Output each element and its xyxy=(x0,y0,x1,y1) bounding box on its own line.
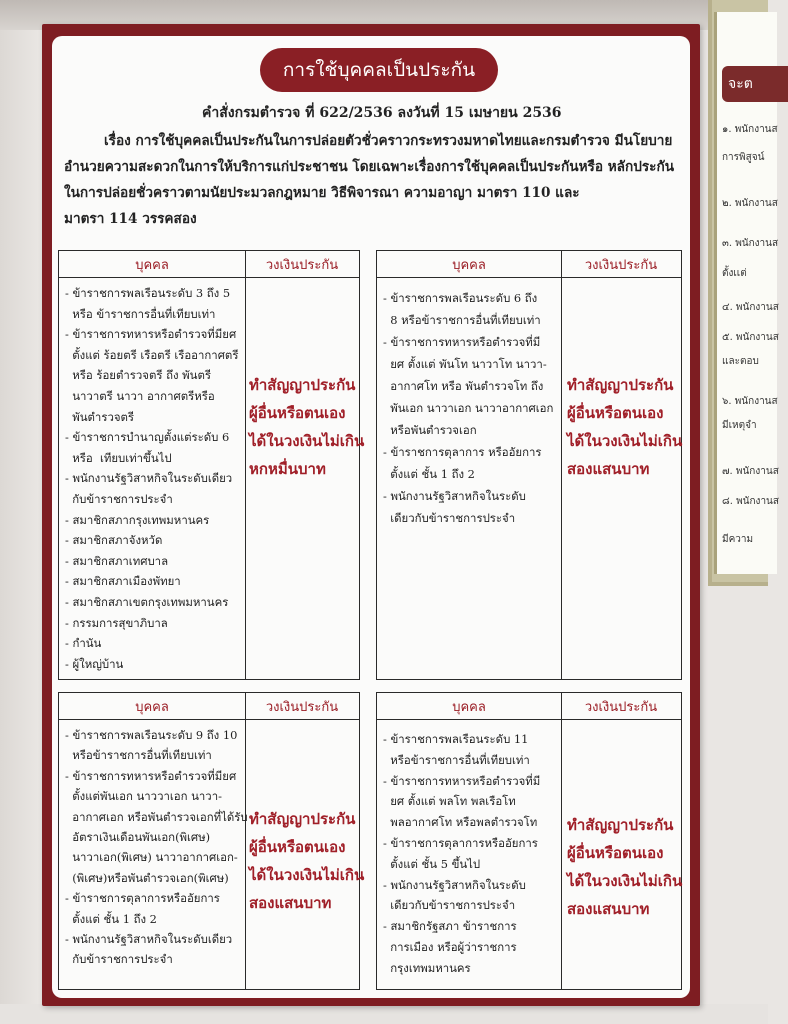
bail-amount: ทำสัญญาประกัน ผู้อื่นหรือตนเอง ได้ในวงเงินไม่เกิน หกหมื่นบาท xyxy=(249,376,365,478)
column-divider xyxy=(245,251,246,679)
list-item: ตั้งแต่ ร้อยตรี เรือตรี เรืออากาศตรี xyxy=(65,347,239,362)
list-item: - พนักงานรัฐวิสาหกิจในระดับเดียว xyxy=(65,471,233,486)
side-sign xyxy=(708,0,779,586)
list-item: - ข้าราชการทหารหรือตำรวจที่มียศ xyxy=(65,768,237,783)
bail-table-4 xyxy=(376,692,682,990)
person-list xyxy=(383,729,540,979)
list-item: พลอากาศโท หรือพลตำรวจโท xyxy=(383,815,538,830)
list-item: เดียวกับข้าราชการประจำ xyxy=(383,898,516,913)
poster-title: การใช้บุคคลเป็นประกัน xyxy=(260,48,498,92)
side-sign-line: การพิสูจน์ xyxy=(722,152,765,163)
list-item: เดียวกับข้าราชการประจำ xyxy=(383,511,516,525)
list-item: ยศ ตั้งแต่ พลโท พลเรือโท xyxy=(383,794,516,809)
person-list xyxy=(383,287,553,529)
person-list xyxy=(65,283,238,674)
bail-notice-poster xyxy=(42,24,700,1006)
list-item: ตั้งแต่พันเอก นาววาเอก นาวา- xyxy=(65,789,222,804)
side-sign-line: มีเหตุจำ xyxy=(722,420,757,431)
list-item: - ข้าราชการพลเรือนระดับ 11 xyxy=(383,732,529,746)
list-item: - กรรมการสุขาภิบาล xyxy=(65,615,168,630)
bail-table-3 xyxy=(58,692,365,990)
list-item: ตั้งแต่ ชั้น 1 ถึง 2 xyxy=(65,911,157,926)
side-sign-line: ๑. พนักงานส xyxy=(722,124,778,135)
side-sign-line: ตั้งเเต่ xyxy=(722,268,747,279)
list-item: - ข้าราชการตุลาการ หรืออัยการ xyxy=(383,445,542,459)
list-item: - พนักงานรัฐวิสาหกิจในระดับ xyxy=(383,489,526,503)
column-amount-header: วงเงินประกัน xyxy=(265,699,339,715)
order-reference: คำสั่งกรมตำรวจ ที่ 622/2536 ลงวันที่ 15 เมษายน 2536 xyxy=(202,105,562,121)
list-item: - ข้าราชการพลเรือนระดับ 6 ถึง xyxy=(383,291,538,305)
side-sign-frame xyxy=(708,0,768,586)
list-item: (พิเศษ)หรือพันตำรวจเอก(พิเศษ) xyxy=(65,870,229,885)
side-sign-line: ๔. พนักงานส xyxy=(722,302,779,313)
side-sign-heading: จะต xyxy=(722,66,788,102)
column-divider xyxy=(561,251,562,679)
list-item: หรือ ร้อยตำรวจตรี ถึง พันตรี xyxy=(65,368,211,383)
column-person-header: บุคคล xyxy=(452,699,486,715)
list-item: - สมาชิกสภาเทศบาล xyxy=(65,553,169,568)
column-person-header: บุคคล xyxy=(452,257,486,273)
side-sign-line: ๖. พนักงานส xyxy=(722,396,778,407)
list-item: - ข้าราชการทหารหรือตำรวจที่มี xyxy=(383,773,541,788)
side-sign-line: ๓. พนักงานส xyxy=(722,238,779,249)
bail-amount: ทำสัญญาประกัน ผู้อื่นหรือตนเอง ได้ในวงเงินไม่เกิน สองแสนบาท xyxy=(249,810,365,912)
list-item: - พนักงานรัฐวิสาหกิจในระดับเดียว xyxy=(65,932,233,947)
bail-table-2 xyxy=(376,250,682,680)
list-item: อากาศเอก หรือพันตำรวจเอกที่ได้รับ xyxy=(65,809,248,824)
description-line: ในการปล่อยชั่วคราวตามนัยประมวลกฎหมาย วิธีพิจารณา ความอาญา มาตรา 110 และ xyxy=(64,185,580,201)
list-item: อากาศโท หรือ พันตำรวจโท ถึง xyxy=(383,379,544,393)
side-sign-line: ๘. พนักงานส xyxy=(722,496,779,507)
person-list xyxy=(65,725,248,970)
list-item: - สมาชิกสภากรุงเทพมหานคร xyxy=(65,512,210,527)
list-item: - ข้าราชการตุลาการหรืออัยการ xyxy=(383,835,538,850)
description-line: อำนวยความสะดวกในการให้บริการแก่ประชาชน โดยเฉพาะเรื่องการใช้บุคคลเป็นประกันหรือ หลักประกัน xyxy=(64,159,674,175)
list-item: กับข้าราชการประจำ xyxy=(65,952,173,967)
column-person-header: บุคคล xyxy=(135,257,169,273)
list-item: - ข้าราชการตุลาการหรืออัยการ xyxy=(65,891,220,906)
list-item: - สมาชิกสภาจังหวัด xyxy=(65,533,163,548)
bail-table-1 xyxy=(58,250,365,680)
bail-amount: ทำสัญญาประกัน ผู้อื่นหรือตนเอง ได้ในวงเงินไม่เกิน สองแสนบาท xyxy=(567,376,683,478)
list-item: - สมาชิกรัฐสภา ข้าราชการ xyxy=(383,919,517,934)
list-item: การเมือง หรือผู้ว่าราชการ xyxy=(383,939,517,954)
list-item: หรือข้าราชการอื่นที่เทียบเท่า xyxy=(65,748,212,763)
list-item: หรือ ข้าราชการอื่นที่เทียบเท่า xyxy=(65,306,216,321)
wall-left xyxy=(0,30,44,1024)
list-item: ตั้งแต่ ชั้น 1 ถึง 2 xyxy=(383,467,475,481)
list-item: - กำนัน xyxy=(65,636,102,651)
list-item: หรือ เทียบเท่าขึ้นไป xyxy=(65,450,172,465)
list-item: 8 หรือข้าราชการอื่นที่เทียบเท่า xyxy=(383,313,541,327)
list-item: - ข้าราชการบำนาญตั้งแต่ระดับ 6 xyxy=(65,430,230,445)
list-item: - ข้าราชการทหารหรือตำรวจที่มี xyxy=(383,335,541,349)
side-sign-line: ๒. พนักงานส xyxy=(722,198,778,209)
list-item: ยศ ตั้งแต่ พันโท นาวาโท นาวา- xyxy=(383,357,547,371)
list-item: กรุงเทพมหานคร xyxy=(383,960,471,975)
list-item: นาวาเอก(พิเศษ) นาวาอากาศเอก- xyxy=(65,850,238,865)
column-amount-header: วงเงินประกัน xyxy=(265,257,339,273)
list-item: หรือพันตำรวจเอก xyxy=(383,423,477,437)
description xyxy=(64,128,676,232)
list-item: ตั้งแต่ ชั้น 5 ขึ้นไป xyxy=(383,856,481,871)
list-item: - ผู้ใหญ่บ้าน xyxy=(65,656,124,671)
description-line: เรื่อง การใช้บุคคลเป็นประกันในการปล่อยตัวชั่วคราวกระทรวงมหาดไทยและกรมตำรวจ มีนโยบาย xyxy=(104,133,673,149)
side-sign-line: และตอบ xyxy=(722,356,759,367)
column-person-header: บุคคล xyxy=(135,699,169,715)
list-item: - พนักงานรัฐวิสาหกิจในระดับ xyxy=(383,877,526,892)
column-amount-header: วงเงินประกัน xyxy=(584,699,658,715)
poster-board xyxy=(52,36,690,998)
column-divider xyxy=(561,693,562,989)
bail-amount: ทำสัญญาประกัน ผู้อื่นหรือตนเอง ได้ในวงเงินไม่เกิน สองแสนบาท xyxy=(567,816,683,918)
list-item: - ข้าราชการพลเรือนระดับ 3 ถึง 5 xyxy=(65,286,231,300)
side-sign-line: มีความ xyxy=(722,534,754,545)
list-item: พันตำรวจตรี xyxy=(65,409,135,424)
list-item: หรือข้าราชการอื่นที่เทียบเท่า xyxy=(383,752,530,767)
list-item: พันเอก นาวาเอก นาวาอากาศเอก xyxy=(383,401,554,415)
side-sign-line: ๗. พนักงานส xyxy=(722,466,779,477)
list-item: อัตราเงินเดือนพันเอก(พิเศษ) xyxy=(65,830,211,845)
list-item: - สมาชิกสภาเมืองพัทยา xyxy=(65,574,181,589)
list-item: - สมาชิกสภาเขตกรุงเทพมหานคร xyxy=(65,594,229,609)
wall-bottom xyxy=(0,1004,768,1024)
list-item: กับข้าราชการประจำ xyxy=(65,491,173,506)
list-item: - ข้าราชการทหารหรือตำรวจที่มียศ xyxy=(65,327,237,342)
list-item: - ข้าราชการพลเรือนระดับ 9 ถึง 10 xyxy=(65,728,238,742)
side-sign-line: ๕. พนักงานส xyxy=(722,332,779,343)
list-item: นาวาตรี นาวา อากาศตรีหรือ xyxy=(65,388,215,403)
column-amount-header: วงเงินประกัน xyxy=(584,257,658,273)
description-line: มาตรา 114 วรรคสอง xyxy=(64,211,197,227)
